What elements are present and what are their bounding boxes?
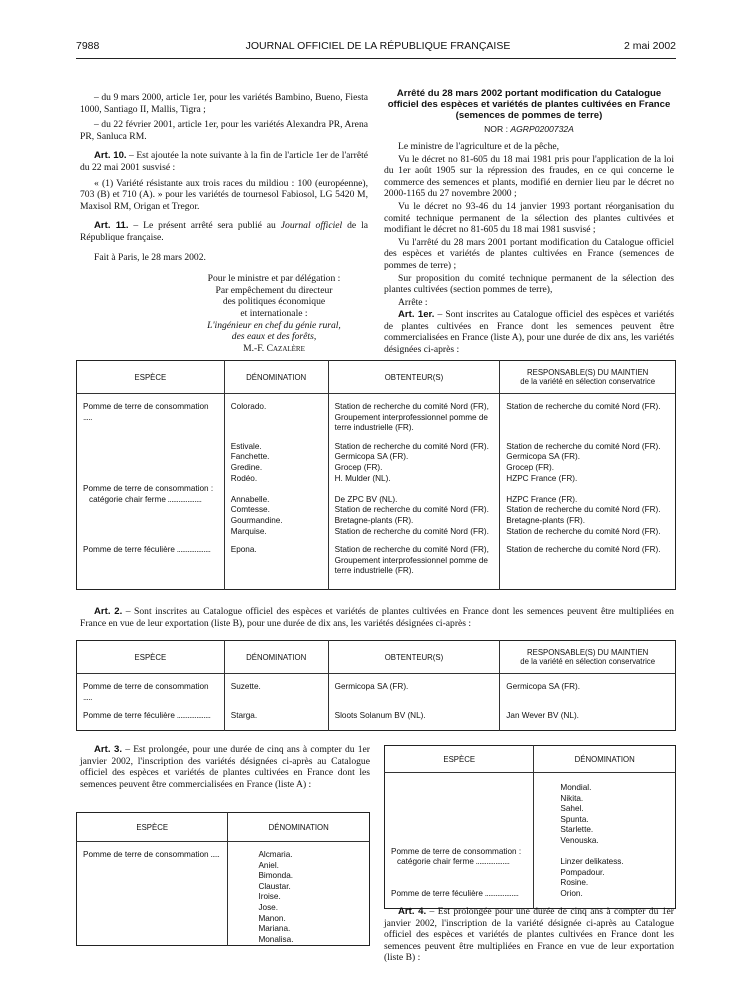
cell-responsable: HZPC France (FR). (506, 494, 578, 504)
art4-label: Art. 4. (398, 906, 427, 917)
article-10 (80, 150, 368, 173)
table-spacer (77, 674, 676, 683)
table-spacer (77, 577, 676, 590)
variety-item: Orion. (560, 888, 583, 898)
table-row (77, 463, 676, 474)
th-responsable-line-2: de la variété en sélection conservatrice (520, 377, 656, 386)
cell-responsable: HZPC France (FR). (506, 473, 578, 483)
variety-item: Bimonda. (258, 871, 294, 881)
variety-item: Claustar. (258, 881, 291, 891)
table-prolonged-list-a (76, 812, 370, 946)
signatory-name: M.-F. Cazalère (243, 342, 305, 354)
article-2 (80, 606, 674, 633)
signature-block (180, 273, 368, 354)
cell-responsable: Station de recherche du comité Nord (FR). (506, 526, 661, 536)
table-row (385, 889, 676, 900)
article-3 (80, 744, 370, 794)
art2-label: Art. 2. (94, 606, 123, 617)
leader-dots: ................... (174, 545, 211, 555)
cell-espece: Pomme de terre féculière (391, 888, 483, 898)
variety-item: Manon. (258, 913, 286, 923)
table-row (77, 850, 370, 946)
article-11 (80, 220, 368, 243)
cell-espece-category (391, 857, 527, 868)
sig-line-2: Par empêchement du directeur (215, 284, 333, 296)
art1-label: Art. 1er. (398, 309, 435, 321)
table-row (77, 402, 676, 434)
table-spacer (77, 722, 676, 731)
cell-denomination: Colorado. (224, 402, 328, 434)
article-4 (384, 906, 674, 968)
table-row (385, 847, 676, 868)
table-spacer (77, 394, 676, 403)
cell-obtenteur: De ZPC BV (NL). (328, 484, 500, 505)
cell-espece: Pomme de terre de consommation : (391, 846, 522, 856)
cell-responsable: Grocep (FR). (506, 462, 555, 472)
variety-item: Iroise. (258, 892, 281, 902)
cell-obtenteur: H. Mulder (NL). (328, 474, 500, 485)
cell-denomination: Fanchette. (224, 452, 328, 463)
variety-item: Monalisa. (258, 934, 294, 944)
cell-denomination: Estivale. (224, 442, 328, 453)
th-obtenteur: OBTENTEUR(S) (328, 361, 500, 394)
cell-espece: Pomme de terre de consommation (83, 682, 209, 691)
dash-item-2: – du 22 février 2001, article 1er, pour les variétés Alexandra PR, Arena PR, Sanluca RM. (80, 119, 368, 142)
variety-item: Sahel. (560, 804, 584, 814)
arrete-heading: Arrête : (398, 296, 428, 308)
art1-text: – Sont inscrites au Catalogue officiel des espèces et variétés de plantes cultivées en France dont les semences peuvent être commercialisées en France (liste A), pour une durée de dix ans, les variétés désignées ci-après : (384, 309, 674, 356)
art3-text: – Est prolongée, pour une durée de cinq ans à compter du 1er janvier 2002, l'inscription des variétés désignées ci-après au Catalogue officiel des espèces et variétés de plantes cultivées en France dont les semences peuvent être commercialisées en France (liste A) : (80, 744, 370, 790)
nor-label: NOR : (484, 124, 508, 135)
cell-obtenteur: Station de recherche du comité Nord (FR), Groupement interprofessionnel pomme de terre industrielle (FR). (328, 545, 500, 577)
table-row (77, 442, 676, 453)
art3-label: Art. 3. (94, 744, 122, 755)
decree-title: Arrêté du 28 mars 2002 portant modification du Catalogue officiel des espèces et variétés de plantes cultivées en France (semences de pommes de terre) (387, 88, 671, 121)
cell-obtenteur: Grocep (FR). (328, 463, 500, 474)
th-responsable-line-2: de la variété en sélection conservatrice (520, 657, 656, 666)
decree-para-1: Le ministre de l'agriculture et de la pêche, (398, 140, 560, 152)
table-row (77, 711, 676, 722)
variety-list (534, 783, 676, 847)
art11-text-a: – Le présent arrêté sera publié au (128, 220, 281, 232)
variety-item: Pompadour. (560, 867, 605, 877)
th-responsable (500, 641, 676, 674)
nor-reference (384, 124, 674, 136)
variety-item: Mondial. (560, 783, 592, 792)
cell-obtenteur: Station de recherche du comité Nord (FR), Groupement interprofessionnel pomme de terre industrielle (FR). (328, 402, 500, 434)
th-espece: ESPÈCE (385, 746, 534, 773)
left-column (80, 92, 368, 354)
cell-denomination: Rodéo. (224, 474, 328, 485)
table-row (77, 527, 676, 538)
table-list-a (76, 360, 676, 590)
art10-label: Art. 10. (94, 150, 127, 162)
cell-obtenteur: Germicopa SA (FR). (328, 452, 500, 463)
variety-list (534, 847, 676, 868)
cell-denomination: Suzette. (224, 682, 328, 703)
cell-obtenteur: Bretagne-plants (FR). (328, 516, 500, 527)
cell-responsable: Station de recherche du comité Nord (FR). (506, 545, 661, 555)
sig-line-6: des eaux et des forêts, (231, 331, 317, 343)
cell-denomination: Comtesse. (224, 505, 328, 516)
leader-dots: ..... (83, 692, 92, 702)
table-spacer (77, 703, 676, 711)
th-denomination: DÉNOMINATION (224, 361, 328, 394)
leader-dots: ................... (165, 494, 202, 504)
sig-line-3: des politiques économique (222, 296, 326, 308)
cell-espece: Pomme de terre féculière (83, 711, 175, 721)
art11-journal: Journal officiel (280, 220, 343, 232)
cell-espece: Pomme de terre de consommation : (83, 484, 214, 494)
cell-espece-category (83, 495, 218, 506)
cell-obtenteur: Station de recherche du comité Nord (FR). (328, 527, 500, 538)
th-responsable-line-1: RESPONSABLE(S) DU MAINTIEN (526, 648, 649, 657)
variety-item: Rosine. (560, 878, 589, 888)
decree-para-4: Vu l'arrêté du 28 mars 2001 portant modification du Catalogue officiel des espèces et variétés de plantes cultivées en France (semences de pommes de terre) ; (384, 236, 674, 271)
cell-denomination: Marquise. (224, 527, 328, 538)
page-number: 7988 (76, 40, 100, 52)
table-row (77, 682, 676, 703)
table-list-b (76, 640, 676, 731)
leader-dots: ................... (482, 888, 519, 898)
cell-denomination: Annabelle. (224, 484, 328, 505)
page-date: 2 mai 2002 (624, 40, 676, 52)
variety-item: Linzer delikatess. (560, 857, 624, 867)
cell-responsable: Jan Wever BV (NL). (506, 711, 579, 721)
th-denomination: DÉNOMINATION (228, 813, 370, 842)
table-spacer (385, 773, 676, 784)
art4-text: – Est prolongée pour une durée de cinq ans à compter du 1er janvier 2002, l'inscription de la variété désignée ci-après au Catalogue officiel des espèces et variétés de plantes cultivées en France dont les semences peuvent être multipliées en France en vue de leur exportation (liste B) : (384, 906, 674, 964)
cell-denomination: Epona. (224, 545, 328, 577)
article-1 (384, 309, 674, 355)
nor-code: AGRP0200732A (510, 124, 574, 135)
cell-denomination: Gredine. (224, 463, 328, 474)
variety-item: Venouska. (560, 835, 599, 845)
variety-item: Jose. (258, 902, 279, 912)
th-responsable (500, 361, 676, 394)
table-row (77, 452, 676, 463)
variety-item: Spunta. (560, 814, 589, 824)
art11-label: Art. 11. (94, 220, 129, 232)
table-prolonged-list-a-continued (384, 745, 676, 909)
journal-title: JOURNAL OFFICIEL DE LA RÉPUBLIQUE FRANÇAISE (245, 40, 511, 52)
decree-para-3: Vu le décret no 93-46 du 14 janvier 1993 portant réorganisation du comité technique permanent de la sélection des plantes cultivées et modifiant le décret no 81-605 du 18 mai 1981 susvisé ; (384, 200, 674, 236)
sig-line-1: Pour le ministre et par délégation : (207, 273, 341, 285)
cell-responsable: Station de recherche du comité Nord (FR). (506, 402, 661, 411)
cell-responsable: Germicopa SA (FR). (506, 682, 580, 691)
table-row (77, 545, 676, 577)
decree-para-2: Vu le décret no 81-605 du 18 mai 1981 pris pour l'application de la loi du 1er août 1905 sur la répression des fraudes, en ce qui concerne le commerce des semences et plants, modifié en dernier lieu par le décret no 2000-1165 du 27 novembre 2000 ; (384, 153, 674, 200)
cell-responsable: Station de recherche du comité Nord (FR). (506, 505, 661, 515)
sig-line-4: et internationale : (240, 307, 308, 319)
leader-dots: ..... (83, 412, 92, 422)
table-spacer (77, 842, 370, 851)
leader-dots: ................... (174, 711, 211, 721)
table-spacer (77, 537, 676, 545)
cell-espece: Pomme de terre de consommation (83, 402, 209, 411)
cell-denomination: Starga. (224, 711, 328, 722)
variety-item: Mariana. (258, 924, 291, 934)
th-espece: ESPÈCE (77, 361, 225, 394)
cell-responsable: Station de recherche du comité Nord (FR). (506, 441, 661, 451)
cell-espece-category-text: catégorie chair ferme (397, 857, 474, 867)
cell-obtenteur: Station de recherche du comité Nord (FR). (328, 442, 500, 453)
variety-list (534, 868, 676, 889)
cell-espece: Pomme de terre féculière (83, 545, 175, 555)
dash-item-1: – du 9 mars 2000, article 1er, pour les variétés Bambino, Bueno, Fiesta 1000, Santiago II, Mallis, Tigra ; (80, 92, 368, 115)
cell-responsable: Bretagne-plants (FR). (506, 515, 586, 525)
th-denomination: DÉNOMINATION (224, 641, 328, 674)
variety-item: Starlette. (560, 825, 594, 835)
variety-list (228, 850, 370, 946)
th-responsable-line-1: RESPONSABLE(S) DU MAINTIEN (526, 368, 649, 377)
signature-place-date: Fait à Paris, le 28 mars 2002. (94, 251, 206, 263)
cell-obtenteur: Station de recherche du comité Nord (FR). (328, 505, 500, 516)
cell-obtenteur: Sloots Solanum BV (NL). (328, 711, 500, 722)
sig-line-5: L'ingénieur en chef du génie rural, (207, 319, 341, 331)
th-obtenteur: OBTENTEUR(S) (328, 641, 500, 674)
th-espece: ESPÈCE (77, 641, 225, 674)
header-rule (76, 58, 676, 59)
table-row (77, 484, 676, 505)
cell-espece-category-text: catégorie chair ferme (89, 494, 166, 504)
table-row (77, 505, 676, 516)
art10-text: – Est ajoutée la note suivante à la fin de l'article 1er de l'arrêté du 22 mai 2001 susvisé : (80, 150, 368, 173)
variety-item: Nikita. (560, 793, 584, 803)
table-row (385, 868, 676, 889)
cell-responsable: Germicopa SA (FR). (506, 452, 580, 462)
art2-text: – Sont inscrites au Catalogue officiel des espèces et variétés de plantes cultivées en France dont les semences peuvent être multipliées en France en vue de leur exportation (liste B), pour une durée de dix ans, les variétés désignées ci-après : (80, 606, 674, 629)
table-spacer (77, 434, 676, 442)
leader-dots: ................... (473, 857, 510, 867)
cell-denomination: Gourmandine. (224, 516, 328, 527)
variety-item: Aniel. (258, 860, 279, 870)
art10-quote: « (1) Variété résistante aux trois races du mildiou : 100 (européenne), 703 (B) et 710 (A). » pour les variétés de tournesol Fabiosol, LG 5420 M, Maxisol RM, Origan et Tregor. (80, 177, 368, 212)
decree-para-5: Sur proposition du comité technique permanent de la sélection des plantes cultivées (section pommes de terre), (384, 272, 674, 296)
leader-dots: ..... (208, 850, 220, 859)
table-row (77, 516, 676, 527)
cell-espece: Pomme de terre de consommation (83, 850, 209, 859)
cell-obtenteur: Germicopa SA (FR). (328, 682, 500, 703)
th-denomination: DÉNOMINATION (534, 746, 676, 773)
right-column (384, 89, 674, 360)
table-row (77, 474, 676, 485)
th-espece: ESPÈCE (77, 813, 228, 842)
art11-text-b: de la République française. (80, 220, 368, 243)
table-row (385, 783, 676, 847)
variety-item: Alcmaria. (258, 850, 293, 859)
